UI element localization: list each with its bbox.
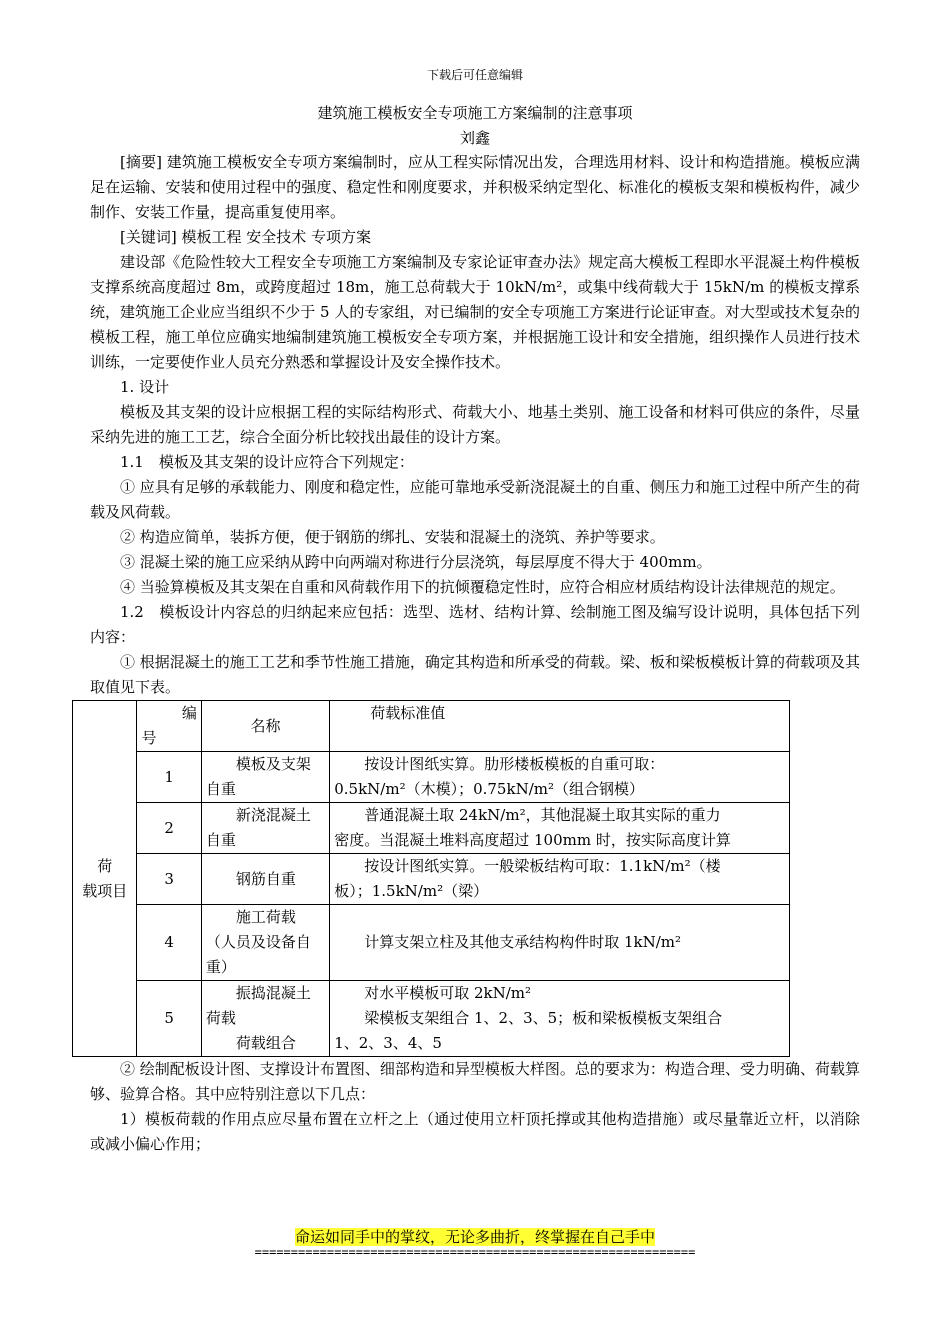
- col-header-name: 名称: [201, 701, 329, 752]
- col-header-num-line-2: 号: [141, 729, 157, 747]
- header-note: 下载后可任意编辑: [426, 68, 523, 82]
- table-row: [73, 803, 790, 854]
- table-row: [73, 905, 790, 981]
- row-name: 模板及支架 自重: [201, 752, 329, 803]
- intro-paragraph: 建设部《危险性较大工程安全专项施工方案编制及专家论证审查办法》规定高大模板工程即水平混凝土构件模板支撑系统高度超过 8m，或跨度超过 18m，施工总荷载大于 10kN/m²，或集中线荷载大于 15kN/m 的模板支撑系统，建筑施工企业应当组织不少于 5 人的专家组，对已编制的安全专项施工方案进行论证审查。对大型或技术复杂的模板工程，施工单位应确实地编制建筑施工模板安全专项方案，并根据施工设计和安全措施，组织操作人员进行技术训练，一定要使作业人员充分熟悉和掌握设计及安全操作技术。: [90, 253, 860, 371]
- row-name: 振捣混凝土 荷载 荷载组合: [201, 981, 329, 1057]
- row-name: 钢筋自重: [201, 854, 329, 905]
- section-1-heading: 1. 设计: [120, 378, 170, 396]
- section-1-1-item-1: ① 应具有足够的承载能力、刚度和稳定性，应能可靠地承受新浇混凝土的自重、侧压力和施工过程中所产生的荷载及风荷载。: [90, 478, 860, 521]
- row-value: 对水平模板可取 2kN/m² 梁模板支架组合 1、2、3、5；板和梁板模板支架组合 1、2、3、4、5: [330, 981, 790, 1057]
- table-row: [73, 981, 790, 1057]
- row-header-line-2: 载项目: [82, 881, 128, 900]
- table-header-row: [73, 701, 790, 752]
- keywords-paragraph: [关键词] 模板工程 安全技术 专项方案: [120, 228, 372, 246]
- row-num: 4: [137, 905, 201, 981]
- load-table: [72, 700, 790, 1057]
- footer-divider: =============================================================: [254, 1245, 696, 1259]
- row-name: 施工荷载 （人员及设备自 重）: [201, 905, 329, 981]
- row-value: 普通混凝土取 24kN/m²，其他混凝土取其实际的重力 密度。当混凝土堆料高度超过 100mm 时，按实际高度计算: [330, 803, 790, 854]
- footer-quote-text: 命运如同手中的掌纹，无论多曲折，终掌握在自己手中: [294, 1228, 655, 1246]
- row-num: 2: [137, 803, 201, 854]
- document-title: 建筑施工模板安全专项施工方案编制的注意事项: [317, 104, 633, 122]
- row-num: 3: [137, 854, 201, 905]
- abstract-paragraph: [摘要] 建筑施工模板安全专项方案编制时，应从工程实际情况出发，合理选用材料、设计和构造措施。模板应满足在运输、安装和使用过程中的强度、稳定性和刚度要求，并积极采纳定型化、标准化的模板支架和模板构件，减少制作、安装工作量，提高重复使用率。: [90, 153, 860, 221]
- table-row: [73, 752, 790, 803]
- section-1-2-item-2-point-1: 1）模板荷载的作用点应尽量布置在立杆之上（通过使用立杆顶托撑或其他构造措施）或尽量靠近立杆，以消除或减小偏心作用；: [90, 1110, 860, 1153]
- row-name: 新浇混凝土 自重: [201, 803, 329, 854]
- section-1-1-heading: 1.1 模板及其支架的设计应符合下列规定：: [120, 453, 414, 471]
- col-header-num-line-1: 编: [181, 704, 197, 722]
- row-value: 按设计图纸实算。肋形楼板模板的自重可取： 0.5kN/m²（木模）；0.75kN/m²（组合钢模）: [330, 752, 790, 803]
- col-header-num: [137, 701, 201, 752]
- section-1-body: 模板及其支架的设计应根据工程的实际结构形式、荷载大小、地基土类别、施工设备和材料可供应的条件，尽量采纳先进的施工工艺，综合全面分析比较找出最佳的设计方案。: [90, 403, 860, 446]
- section-1-1-item-4: ④ 当验算模板及其支架在自重和风荷载作用下的抗倾覆稳定性时，应符合相应材质结构设计法律规范的规定。: [120, 578, 845, 596]
- row-value: 计算支架立柱及其他支承结构构件时取 1kN/m²: [330, 905, 790, 981]
- document-body: [82, 150, 860, 1157]
- author: 刘鑫: [459, 129, 490, 147]
- section-1-2-item-2: ② 绘制配板设计图、支撑设计布置图、细部构造和异型模板大样图。总的要求为：构造合理、受力明确、荷载算够、验算合格。其中应特别注意以下几点：: [90, 1060, 860, 1103]
- row-num: 1: [137, 752, 201, 803]
- table-row: [73, 854, 790, 905]
- section-1-1-item-3: ③ 混凝土梁的施工应采纳从跨中向两端对称进行分层浇筑，每层厚度不得大于 400mm。: [120, 553, 712, 571]
- col-header-value: 荷载标准值: [330, 701, 790, 752]
- section-1-2-heading: 1.2 模板设计内容总的归纳起来应包括：选型、选材、结构计算、绘制施工图及编写设计说明，具体包括下列内容：: [90, 603, 860, 646]
- row-num: 5: [137, 981, 201, 1057]
- row-header-line-1: 荷: [97, 856, 113, 875]
- section-1-2-item-1: ① 根据混凝土的施工工艺和季节性施工措施，确定其构造和所承受的荷载。梁、板和梁板模板计算的荷载项及其取值见下表。: [90, 653, 860, 696]
- section-1-1-item-2: ② 构造应简单，装拆方便，便于钢筋的绑扎、安装和混凝土的浇筑、养护等要求。: [120, 528, 665, 546]
- footer-quote: [0, 1226, 950, 1247]
- row-header-cell: [73, 701, 137, 1057]
- row-value: 按设计图纸实算。一般梁板结构可取：1.1kN/m²（楼 板）；1.5kN/m²（梁）: [330, 854, 790, 905]
